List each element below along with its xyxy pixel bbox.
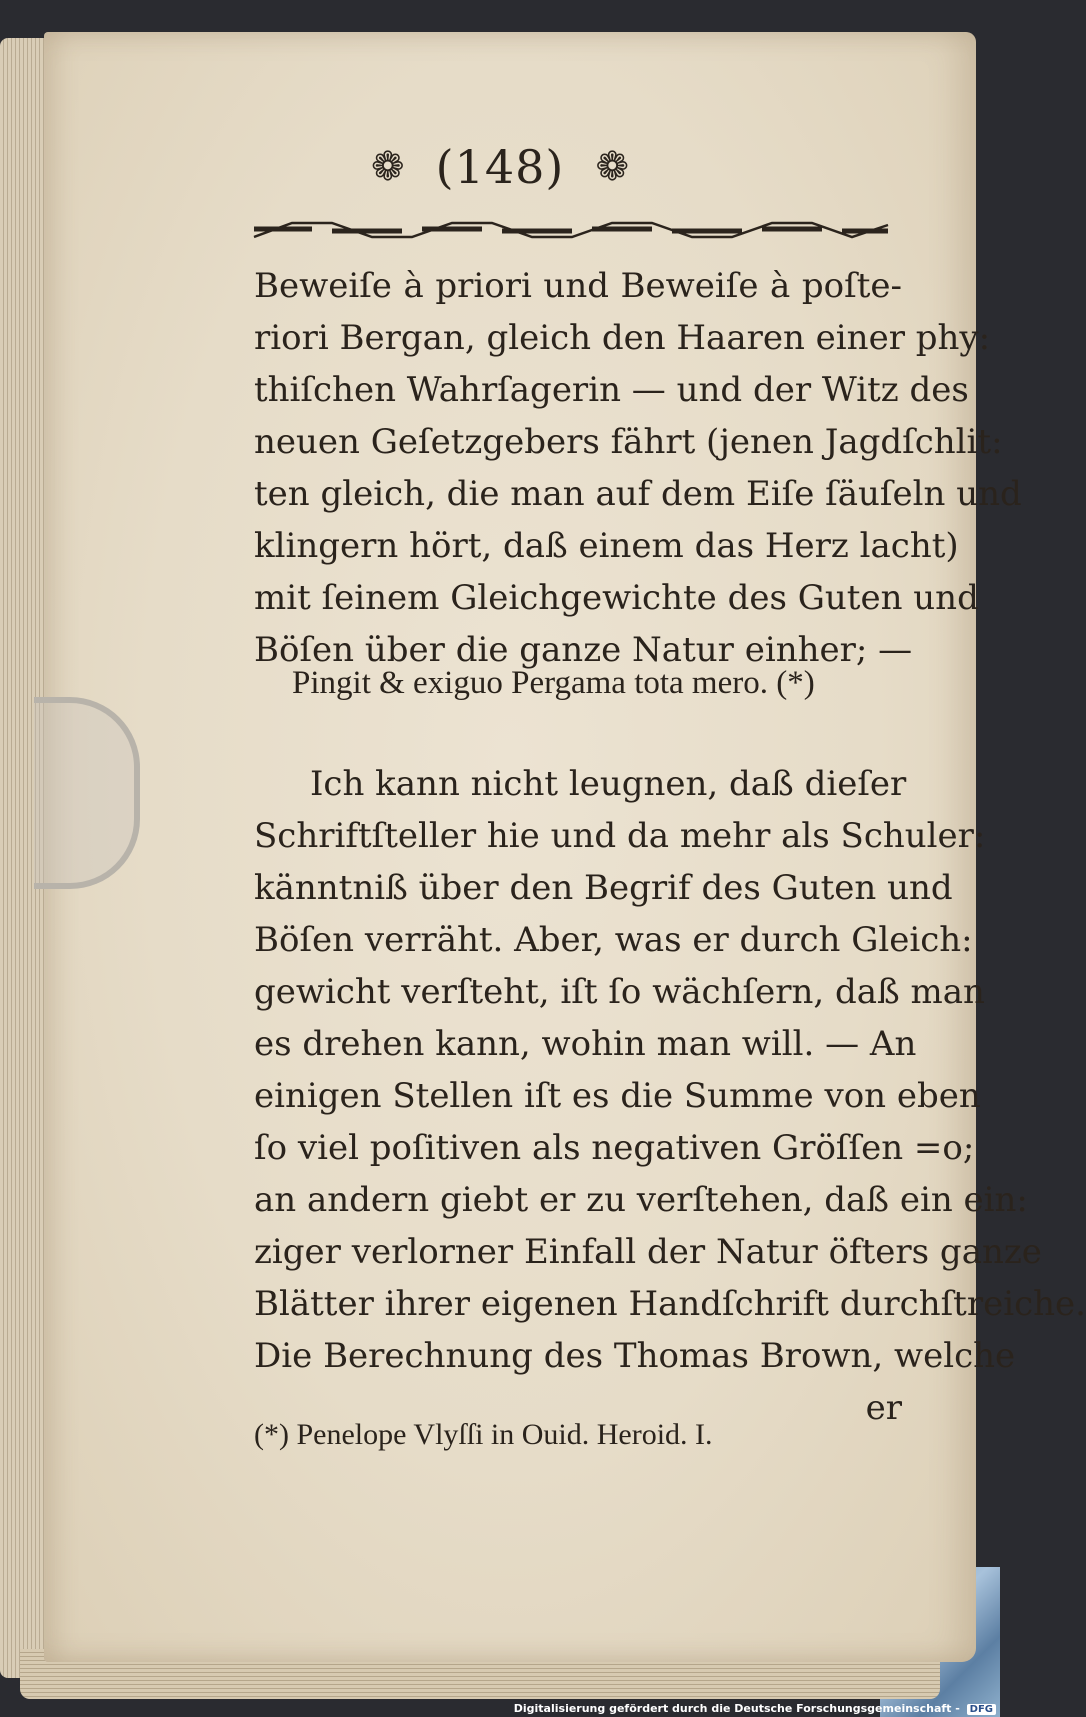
text-line: gewicht verſteht, iſt ſo wächſern, daß man: [254, 972, 985, 1012]
text-line: ziger verlorner Einfall der Natur öfters ganze: [254, 1232, 1042, 1272]
text-line: Ich kann nicht leugnen, daß dieſer: [310, 764, 907, 804]
text-line: mit ſeinem Gleichgewichte des Guten und: [254, 578, 979, 618]
text-line: känntniß über den Begrif des Guten und: [254, 868, 953, 908]
paragraph-2: [254, 758, 1086, 1434]
text-line: Die Berechnung des Thomas Brown, welche: [254, 1336, 1016, 1376]
text-line: ſo viel poſitiven als negativen Gröſſen =o;: [254, 1128, 975, 1168]
text-line: Blätter ihrer eigenen Handſchrift durchſtreiche.: [254, 1284, 1086, 1324]
text-line: Böſen über die ganze Natur einher; —: [254, 630, 913, 670]
text-line: einigen Stellen iſt es die Summe von eben: [254, 1076, 981, 1116]
flower-ornament-icon: ❁: [595, 144, 629, 190]
text-line: thiſchen Wahrſagerin — und der Witz des: [254, 370, 969, 410]
page-number: (148): [435, 140, 565, 194]
text-line: an andern giebt er zu verſtehen, daß ein ein:: [254, 1180, 1028, 1220]
digitization-credit: [514, 1702, 996, 1715]
decorative-rule: [252, 215, 890, 245]
text-line: Schriftſteller hie und da mehr als Schuler:: [254, 816, 986, 856]
paragraph-1: [254, 260, 1022, 676]
text-line: ten gleich, die man auf dem Eiſe ſäuſeln und: [254, 474, 1022, 514]
page-header: [0, 140, 1000, 194]
page-clip: [34, 697, 140, 889]
flower-ornament-icon: ❁: [371, 144, 405, 190]
text-line: Böſen verräht. Aber, was er durch Gleich:: [254, 920, 973, 960]
text-line: klingern hört, daß einem das Herz lacht): [254, 526, 959, 566]
dfg-logo: DFG: [967, 1704, 996, 1715]
text-line: es drehen kann, wohin man will. — An: [254, 1024, 917, 1064]
text-line: riori Bergan, gleich den Haaren einer phy:: [254, 318, 991, 358]
text-line: Beweiſe à priori und Beweiſe à poſte-: [254, 266, 902, 306]
text-line: neuen Geſetzgebers fährt (jenen Jagdſchlit:: [254, 422, 1003, 462]
credit-text: Digitalisierung gefördert durch die Deutsche Forschungsgemeinschaft -: [513, 1702, 960, 1715]
catchword: er: [865, 1388, 902, 1428]
latin-quote: Pingit & exiguo Pergama tota mero. (*): [292, 665, 815, 701]
footnote: (*) Penelope Vlyſſi in Ouid. Heroid. I.: [254, 1418, 713, 1451]
